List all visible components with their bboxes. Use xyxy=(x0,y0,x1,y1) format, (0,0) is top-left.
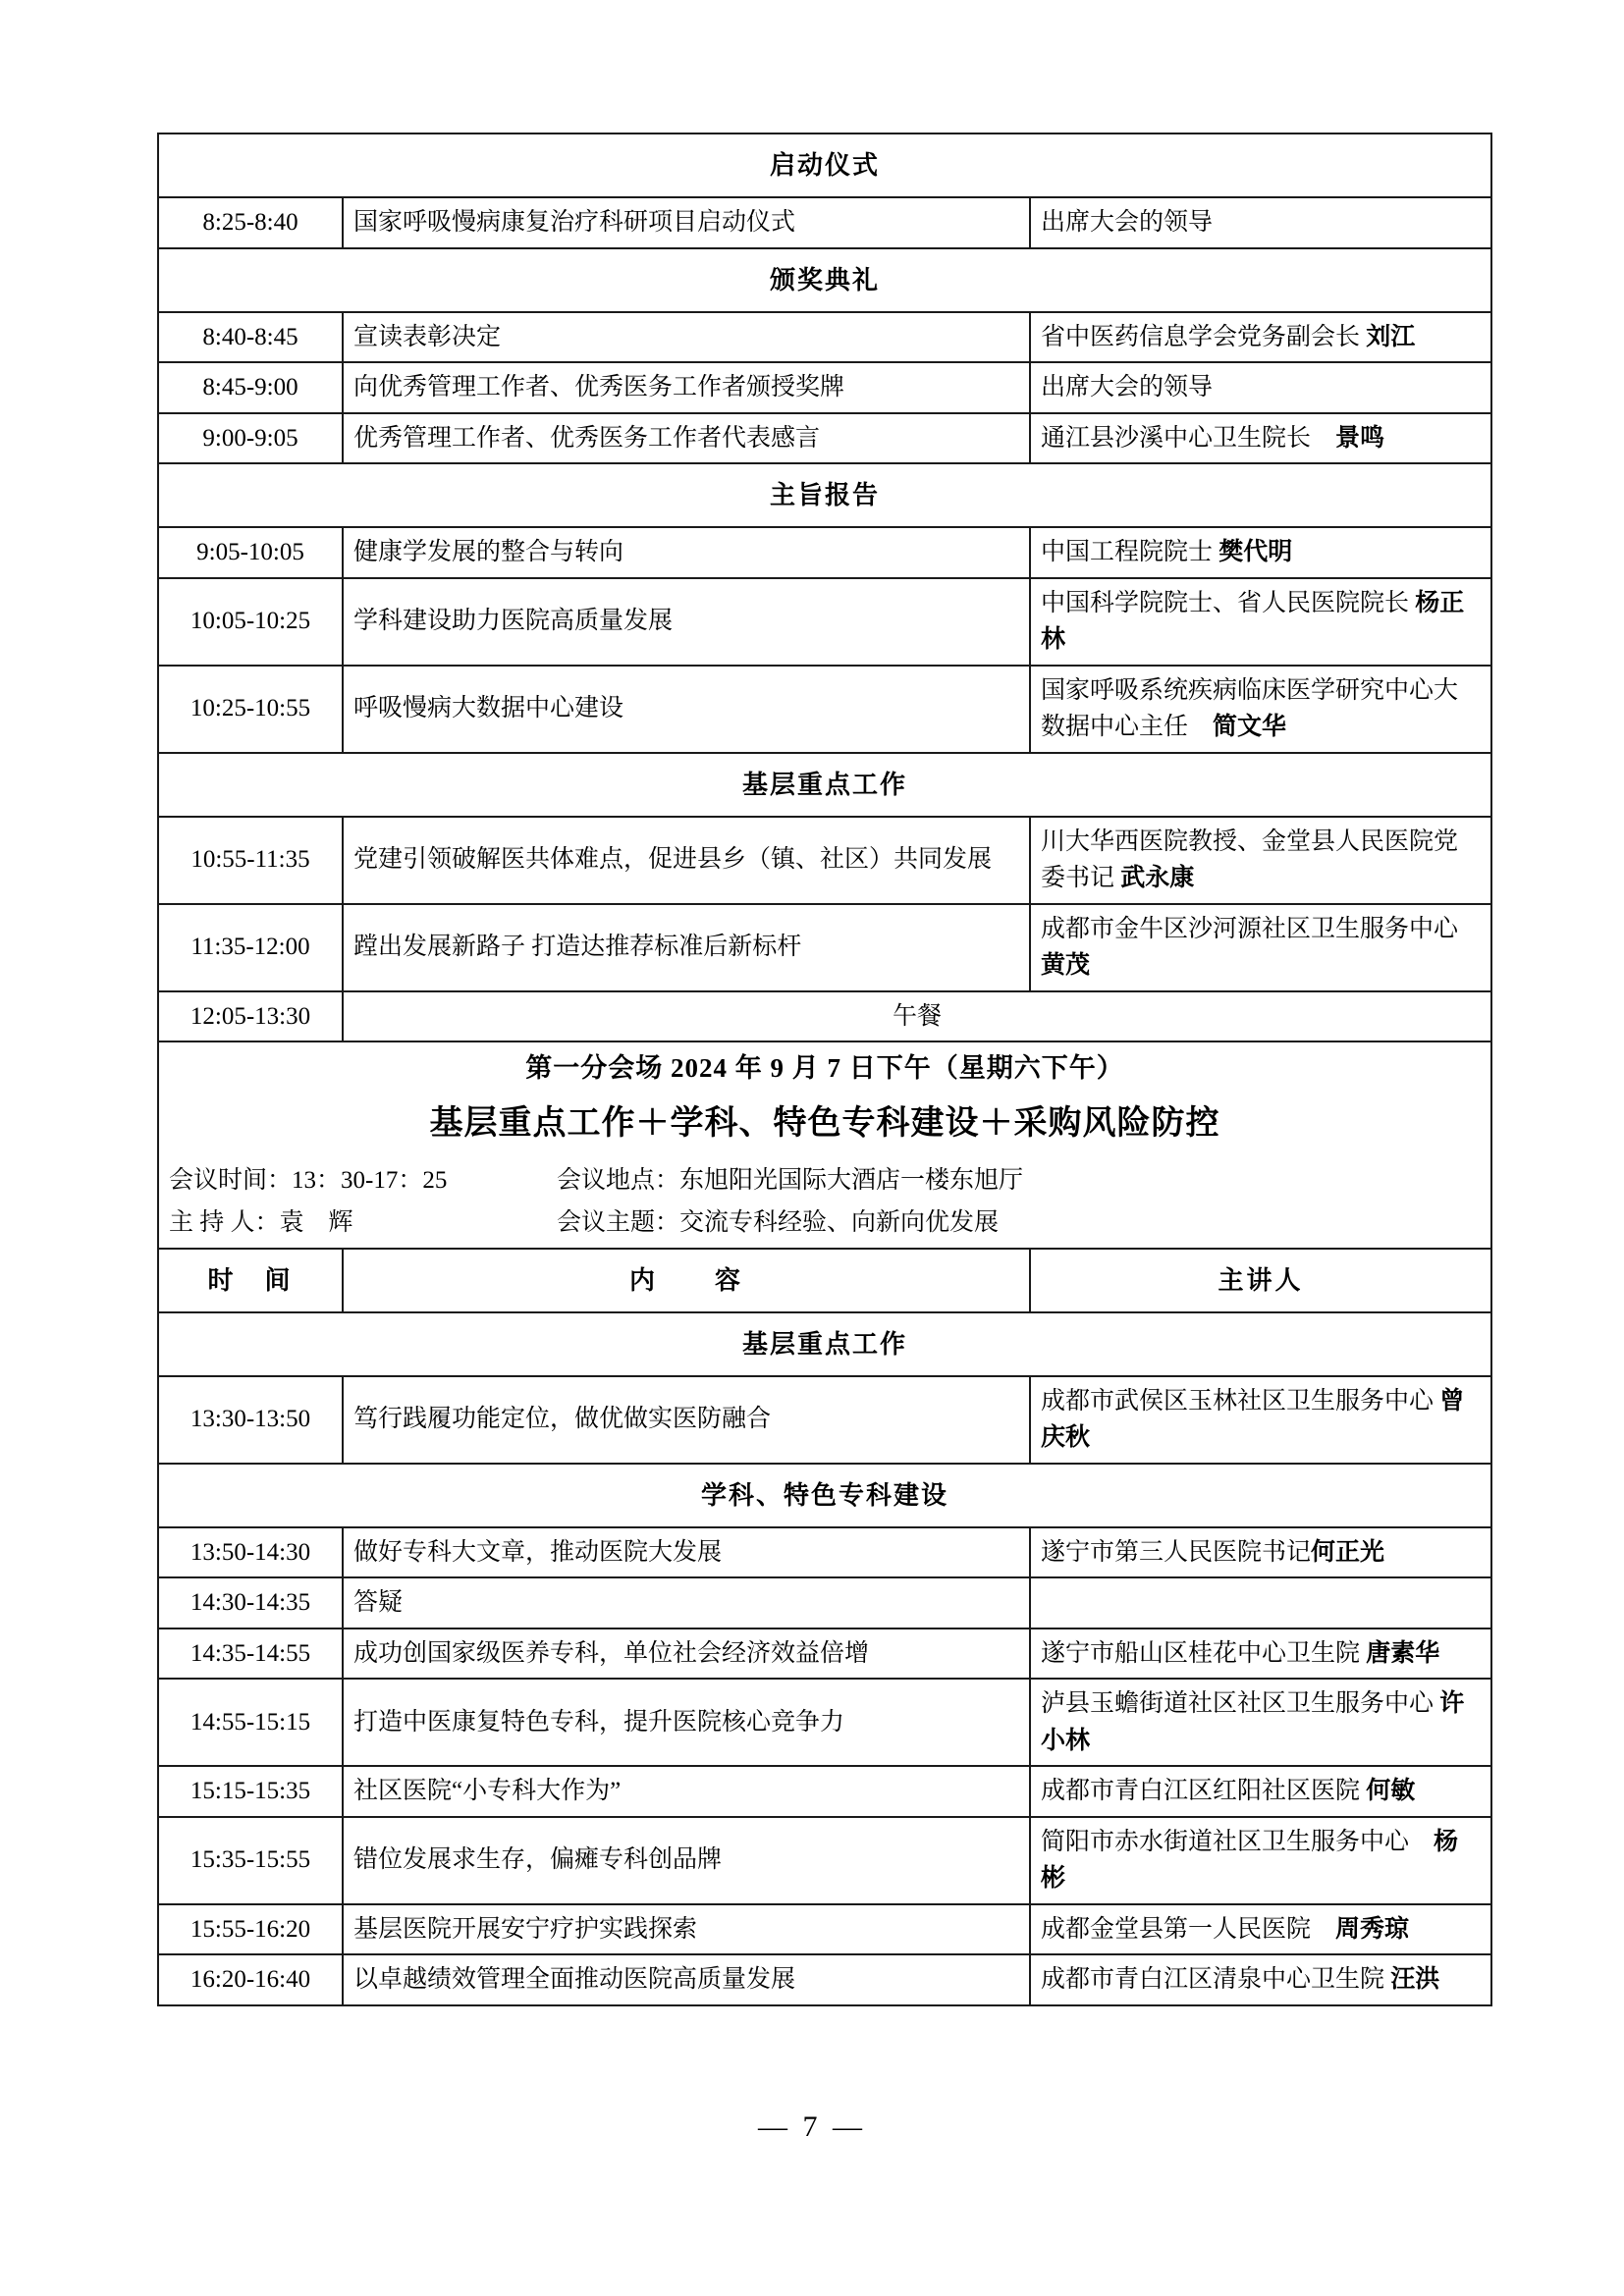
row-speaker xyxy=(1030,1376,1491,1464)
row-speaker xyxy=(1030,1629,1491,1680)
row-time: 9:05-10:05 xyxy=(158,527,343,578)
speaker-name: 许小林 xyxy=(1041,1690,1465,1754)
speaker-name: 何正光 xyxy=(1311,1538,1385,1566)
table-row xyxy=(158,578,1491,666)
speaker-name: 景鸣 xyxy=(1335,424,1385,452)
speaker-name: 曾庆秋 xyxy=(1041,1387,1465,1451)
row-time: 14:55-15:15 xyxy=(158,1679,343,1766)
row-time: 14:30-14:35 xyxy=(158,1577,343,1629)
table-row xyxy=(158,666,1491,753)
lunch-row xyxy=(158,991,1491,1042)
row-speaker xyxy=(1030,527,1491,578)
speaker-affiliation: 国家呼吸系统疾病临床医学研究中心大数据中心主任 xyxy=(1041,676,1459,740)
row-speaker xyxy=(1030,904,1491,991)
row-content: 向优秀管理工作者、优秀医务工作者颁授奖牌 xyxy=(343,362,1030,413)
conference-agenda-table xyxy=(157,133,1492,2006)
speaker-name: 杨正林 xyxy=(1041,589,1465,653)
table-row xyxy=(158,1954,1491,2005)
speaker-affiliation: 通江县沙溪中心卫生院长 xyxy=(1041,424,1312,452)
column-header-speaker: 主讲人 xyxy=(1030,1249,1491,1312)
section-label: 启动仪式 xyxy=(158,133,1491,197)
table-row xyxy=(158,1527,1491,1578)
row-content: 基层医院开展安宁疗护实践探索 xyxy=(343,1904,1030,1955)
row-speaker xyxy=(1030,1766,1491,1817)
table-row xyxy=(158,527,1491,578)
speaker-affiliation: 中国工程院院士 xyxy=(1041,539,1214,565)
row-speaker xyxy=(1030,666,1491,753)
table-row xyxy=(158,1679,1491,1766)
meta-row-time-place xyxy=(169,1162,1481,1200)
row-content: 健康学发展的整合与转向 xyxy=(343,527,1030,578)
column-header-content: 内 容 xyxy=(343,1249,1030,1312)
speaker-affiliation: 成都市青白江区红阳社区医院 xyxy=(1041,1778,1361,1804)
afternoon-banner xyxy=(158,1041,1491,1249)
afternoon-session-subtitle: 第一分会场 2024 年 9 月 7 日下午（星期六下午） xyxy=(525,1053,1124,1083)
speaker-affiliation: 成都市青白江区清泉中心卫生院 xyxy=(1041,1966,1385,1993)
afternoon-column-header-row xyxy=(158,1249,1491,1312)
speaker-affiliation: 成都金堂县第一人民医院 xyxy=(1041,1915,1312,1943)
row-content: 宣读表彰决定 xyxy=(343,312,1030,363)
speaker-affiliation: 遂宁市第三人民医院书记 xyxy=(1041,1538,1312,1566)
row-speaker xyxy=(1030,312,1491,363)
table-row xyxy=(158,362,1491,413)
row-content: 笃行践履功能定位，做优做实医防融合 xyxy=(343,1376,1030,1464)
table-row xyxy=(158,312,1491,363)
row-speaker xyxy=(1030,578,1491,666)
row-speaker xyxy=(1030,1679,1491,1766)
row-time: 15:55-16:20 xyxy=(158,1904,343,1955)
row-speaker xyxy=(1030,1954,1491,2005)
table-row xyxy=(158,1577,1491,1629)
row-content: 以卓越绩效管理全面推动医院高质量发展 xyxy=(343,1954,1030,2005)
speaker-name: 杨彬 xyxy=(1041,1828,1459,1892)
row-speaker xyxy=(1030,817,1491,904)
section-header-row xyxy=(158,248,1491,312)
speaker-affiliation: 中国科学院院士、省人民医院院长 xyxy=(1041,589,1410,616)
speaker-name: 汪洪 xyxy=(1390,1966,1440,1993)
row-content: 成功创国家级医养专科，单位社会经济效益倍增 xyxy=(343,1629,1030,1680)
table-row xyxy=(158,413,1491,464)
speaker-affiliation: 成都市武侯区玉林社区卫生服务中心 xyxy=(1041,1387,1435,1415)
row-speaker xyxy=(1030,1577,1491,1629)
row-time: 13:50-14:30 xyxy=(158,1527,343,1578)
row-time: 11:35-12:00 xyxy=(158,904,343,991)
section-header-row xyxy=(158,1312,1491,1376)
speaker-name: 武永康 xyxy=(1120,865,1195,891)
speaker-name: 周秀琼 xyxy=(1335,1915,1410,1943)
row-content: 打造中医康复特色专科，提升医院核心竞争力 xyxy=(343,1679,1030,1766)
row-content: 呼吸慢病大数据中心建设 xyxy=(343,666,1030,753)
section-label: 基层重点工作 xyxy=(158,1312,1491,1376)
section-header-row xyxy=(158,133,1491,197)
row-time: 12:05-13:30 xyxy=(158,991,343,1042)
row-time: 8:45-9:00 xyxy=(158,362,343,413)
section-header-row xyxy=(158,1464,1491,1527)
speaker-name: 刘江 xyxy=(1366,323,1416,350)
section-label: 主旨报告 xyxy=(158,463,1491,527)
meeting-topic: 会议主题：交流专科经验、向新向优发展 xyxy=(557,1209,1000,1236)
section-label: 学科、特色专科建设 xyxy=(158,1464,1491,1527)
row-content: 社区医院“小专科大作为” xyxy=(343,1766,1030,1817)
speaker-name: 何敏 xyxy=(1366,1778,1416,1804)
speaker-name: 简文华 xyxy=(1213,714,1287,740)
section-header-row xyxy=(158,753,1491,817)
afternoon-meta-block xyxy=(169,1162,1481,1242)
row-speaker xyxy=(1030,413,1491,464)
section-label: 颁奖典礼 xyxy=(158,248,1491,312)
table-row xyxy=(158,1766,1491,1817)
table-row xyxy=(158,817,1491,904)
row-speaker: 出席大会的领导 xyxy=(1030,362,1491,413)
meeting-host: 主 持 人：袁 辉 xyxy=(169,1209,353,1236)
table-row xyxy=(158,197,1491,248)
speaker-affiliation: 泸县玉蟾街道社区社区卫生服务中心 xyxy=(1041,1690,1435,1717)
row-content: 蹚出发展新路子 打造达推荐标准后新标杆 xyxy=(343,904,1030,991)
row-content: 做好专科大文章，推动医院大发展 xyxy=(343,1527,1030,1578)
row-content: 错位发展求生存，偏瘫专科创品牌 xyxy=(343,1817,1030,1904)
row-content: 党建引领破解医共体难点，促进县乡（镇、社区）共同发展 xyxy=(343,817,1030,904)
row-speaker xyxy=(1030,1817,1491,1904)
speaker-affiliation: 成都市金牛区沙河源社区卫生服务中心 xyxy=(1041,915,1459,942)
section-label: 基层重点工作 xyxy=(158,753,1491,817)
speaker-affiliation: 川大华西医院教授、金堂县人民医院党委书记 xyxy=(1041,828,1459,891)
speaker-name: 黄茂 xyxy=(1041,952,1091,979)
speaker-name: 樊代明 xyxy=(1218,539,1293,565)
table-row xyxy=(158,1817,1491,1904)
meeting-place: 会议地点：东旭阳光国际大酒店一楼东旭厅 xyxy=(557,1166,1024,1194)
table-row xyxy=(158,1904,1491,1955)
row-time: 8:25-8:40 xyxy=(158,197,343,248)
lunch-label: 午餐 xyxy=(343,991,1491,1042)
row-time: 10:25-10:55 xyxy=(158,666,343,753)
speaker-name: 唐素华 xyxy=(1366,1639,1440,1667)
row-content: 国家呼吸慢病康复治疗科研项目启动仪式 xyxy=(343,197,1030,248)
row-time: 9:00-9:05 xyxy=(158,413,343,464)
afternoon-session-title: 基层重点工作＋学科、特色专科建设＋采购风险防控 xyxy=(429,1103,1220,1142)
row-speaker xyxy=(1030,1904,1491,1955)
row-time: 15:35-15:55 xyxy=(158,1817,343,1904)
row-time: 8:40-8:45 xyxy=(158,312,343,363)
speaker-affiliation: 简阳市赤水街道社区卫生服务中心 xyxy=(1041,1828,1410,1855)
meta-row-host-topic xyxy=(169,1204,1481,1242)
column-header-time: 时 间 xyxy=(158,1249,343,1312)
row-content: 优秀管理工作者、优秀医务工作者代表感言 xyxy=(343,413,1030,464)
row-time: 10:55-11:35 xyxy=(158,817,343,904)
row-time: 10:05-10:25 xyxy=(158,578,343,666)
row-speaker xyxy=(1030,1527,1491,1578)
meeting-time: 会议时间：13：30-17：25 xyxy=(169,1166,448,1194)
row-time: 16:20-16:40 xyxy=(158,1954,343,2005)
row-time: 14:35-14:55 xyxy=(158,1629,343,1680)
speaker-affiliation: 省中医药信息学会党务副会长 xyxy=(1041,323,1361,350)
agenda-table-body xyxy=(158,133,1491,2005)
row-time: 13:30-13:50 xyxy=(158,1376,343,1464)
row-content: 学科建设助力医院高质量发展 xyxy=(343,578,1030,666)
row-time: 15:15-15:35 xyxy=(158,1766,343,1817)
afternoon-banner-row xyxy=(158,1041,1491,1249)
table-row xyxy=(158,1376,1491,1464)
section-header-row xyxy=(158,463,1491,527)
speaker-affiliation: 遂宁市船山区桂花中心卫生院 xyxy=(1041,1639,1361,1667)
row-speaker: 出席大会的领导 xyxy=(1030,197,1491,248)
table-row xyxy=(158,904,1491,991)
table-row xyxy=(158,1629,1491,1680)
row-content: 答疑 xyxy=(343,1577,1030,1629)
page-number: — 7 — xyxy=(758,2110,866,2143)
